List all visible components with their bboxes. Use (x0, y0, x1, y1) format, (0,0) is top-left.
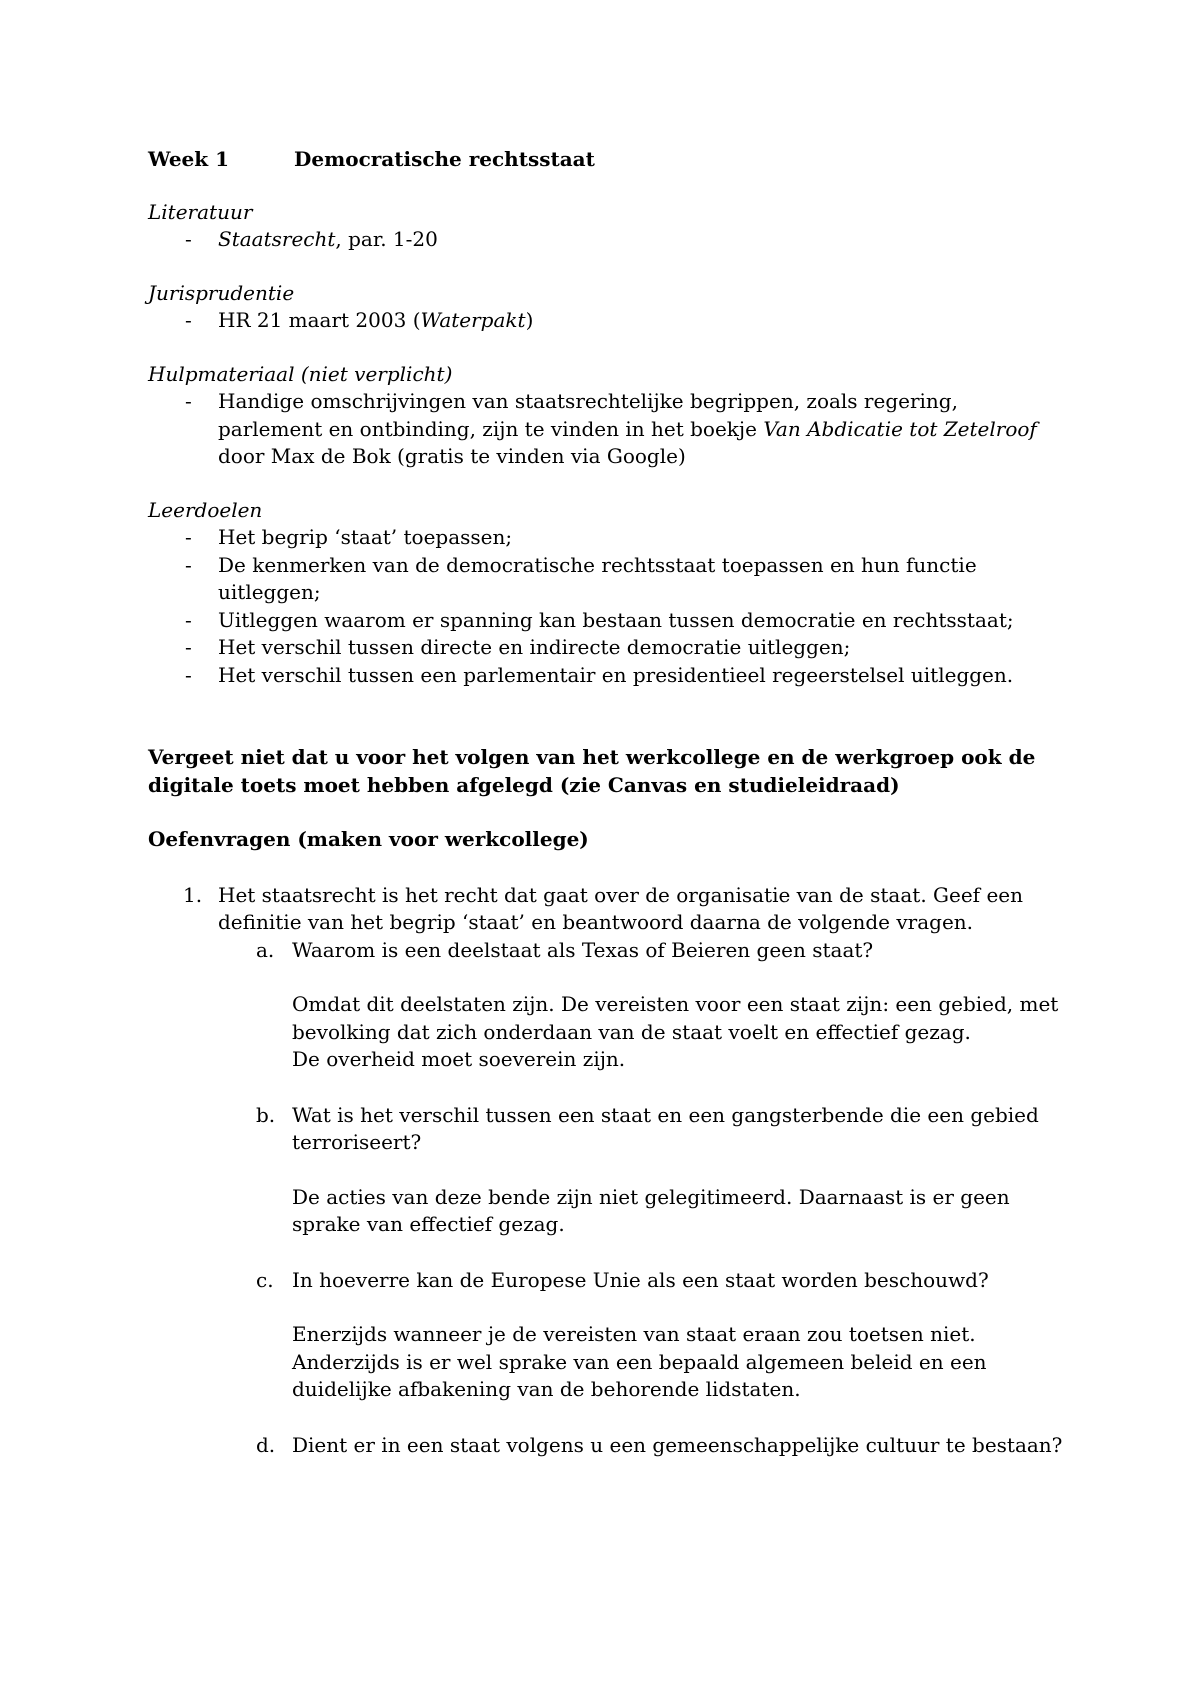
subquestion-a (218, 937, 1068, 1074)
oefenvragen-heading: Oefenvragen (maken voor werkcollege) (148, 827, 589, 851)
question-number: 1. (183, 882, 203, 907)
list-item-text: HR 21 maart 2003 ( (218, 308, 421, 332)
answer-text: De overheid moet soeverein zijn. (292, 1047, 626, 1071)
page-title (148, 146, 1068, 174)
question-1 (148, 882, 1068, 1460)
hulpmateriaal-heading: Hulpmateriaal (niet verplicht) (148, 361, 453, 386)
subquestion-letter: d. (256, 1432, 276, 1457)
answer-text: Enerzijds wanneer je de vereisten van staat eraan zou toetsen niet. Anderzijds is er wel sprake van een bepaald algemeen beleid en een duidelijke afbakening van de behorende lidstaten. (292, 1322, 987, 1401)
list-item: - Het verschil tussen een parlementair en presidentieel regeerstelsel uitleggen. (148, 662, 1068, 690)
week-topic: Democratische rechtsstaat (294, 147, 595, 171)
literatuur-list (148, 226, 1068, 254)
book-title: Van Abdicatie tot Zetelroof (763, 416, 1037, 441)
subquestion-letter: b. (256, 1102, 276, 1127)
subquestion-text: In hoeverre kan de Europese Unie als een staat worden beschouwd? (292, 1267, 989, 1292)
question-list (148, 882, 1068, 1460)
subquestion-letter: a. (256, 937, 275, 962)
list-item: - Het begrip ‘staat’ toepassen; (148, 524, 1068, 552)
question-text: Het staatsrecht is het recht dat gaat over de organisatie van de staat. Geef een definitie van het begrip ‘staat’ en beantwoord daarna de volgende vragen. (218, 882, 1023, 934)
subquestion-text: Wat is het verschil tussen een staat en een gangsterbende die een gebied terroriseert? (292, 1102, 1039, 1154)
subquestion-letter: c. (256, 1267, 274, 1292)
leerdoelen-list (148, 524, 1068, 689)
list-item (148, 307, 1068, 335)
week-label: Week 1 (148, 147, 230, 171)
literatuur-heading: Literatuur (148, 199, 253, 224)
list-item-text: ) (525, 308, 534, 332)
leerdoelen-heading: Leerdoelen (148, 497, 263, 522)
subquestion-text: Dient er in een staat volgens u een gemeenschappelijke cultuur te bestaan? (292, 1432, 1063, 1457)
answer-text: Omdat dit deelstaten zijn. De vereisten voor een staat zijn: een gebied, met bevolking dat zich onderdaan van de staat voelt en effectief gezag. (292, 992, 1059, 1044)
book-title: Staatsrecht (218, 227, 336, 251)
list-item-text: , par. 1-20 (335, 227, 438, 251)
list-item: - Het verschil tussen directe en indirecte democratie uitleggen; (148, 634, 1068, 662)
list-item: - Uitleggen waarom er spanning kan bestaan tussen democratie en rechtsstaat; (148, 607, 1068, 635)
case-name: Waterpakt (420, 308, 526, 332)
answer-text: De acties van deze bende zijn niet gelegitimeerd. Daarnaast is er geen sprake van effectief gezag. (292, 1184, 1010, 1236)
list-item-text: door Max de Bok (gratis te vinden via Google) (218, 444, 686, 468)
list-item-text: Handige omschrijvingen van staatsrechtelijke begrippen, zoals regering, parlement en ontbinding, zijn te vinden in het boekje (218, 389, 958, 441)
subquestion-list (218, 937, 1068, 1460)
document-content (148, 146, 1068, 1459)
list-item: - De kenmerken van de democratische rechtsstaat toepassen en hun functie uitleggen; (148, 552, 1068, 607)
jurisprudentie-list (148, 307, 1068, 335)
notice-text: Vergeet niet dat u voor het volgen van het werkcollege en de werkgroep ook de digitale toets moet hebben afgelegd (zie Canvas en studieleidraad) (148, 745, 1036, 797)
jurisprudentie-heading: Jurisprudentie (148, 280, 295, 305)
subquestion-d (218, 1432, 1068, 1460)
list-item (148, 226, 1068, 254)
subquestion-b (218, 1102, 1068, 1239)
subquestion-c (218, 1267, 1068, 1404)
hulpmateriaal-list (148, 388, 1068, 471)
subquestion-text: Waarom is een deelstaat als Texas of Beieren geen staat? (292, 937, 874, 962)
list-item (148, 388, 1068, 471)
